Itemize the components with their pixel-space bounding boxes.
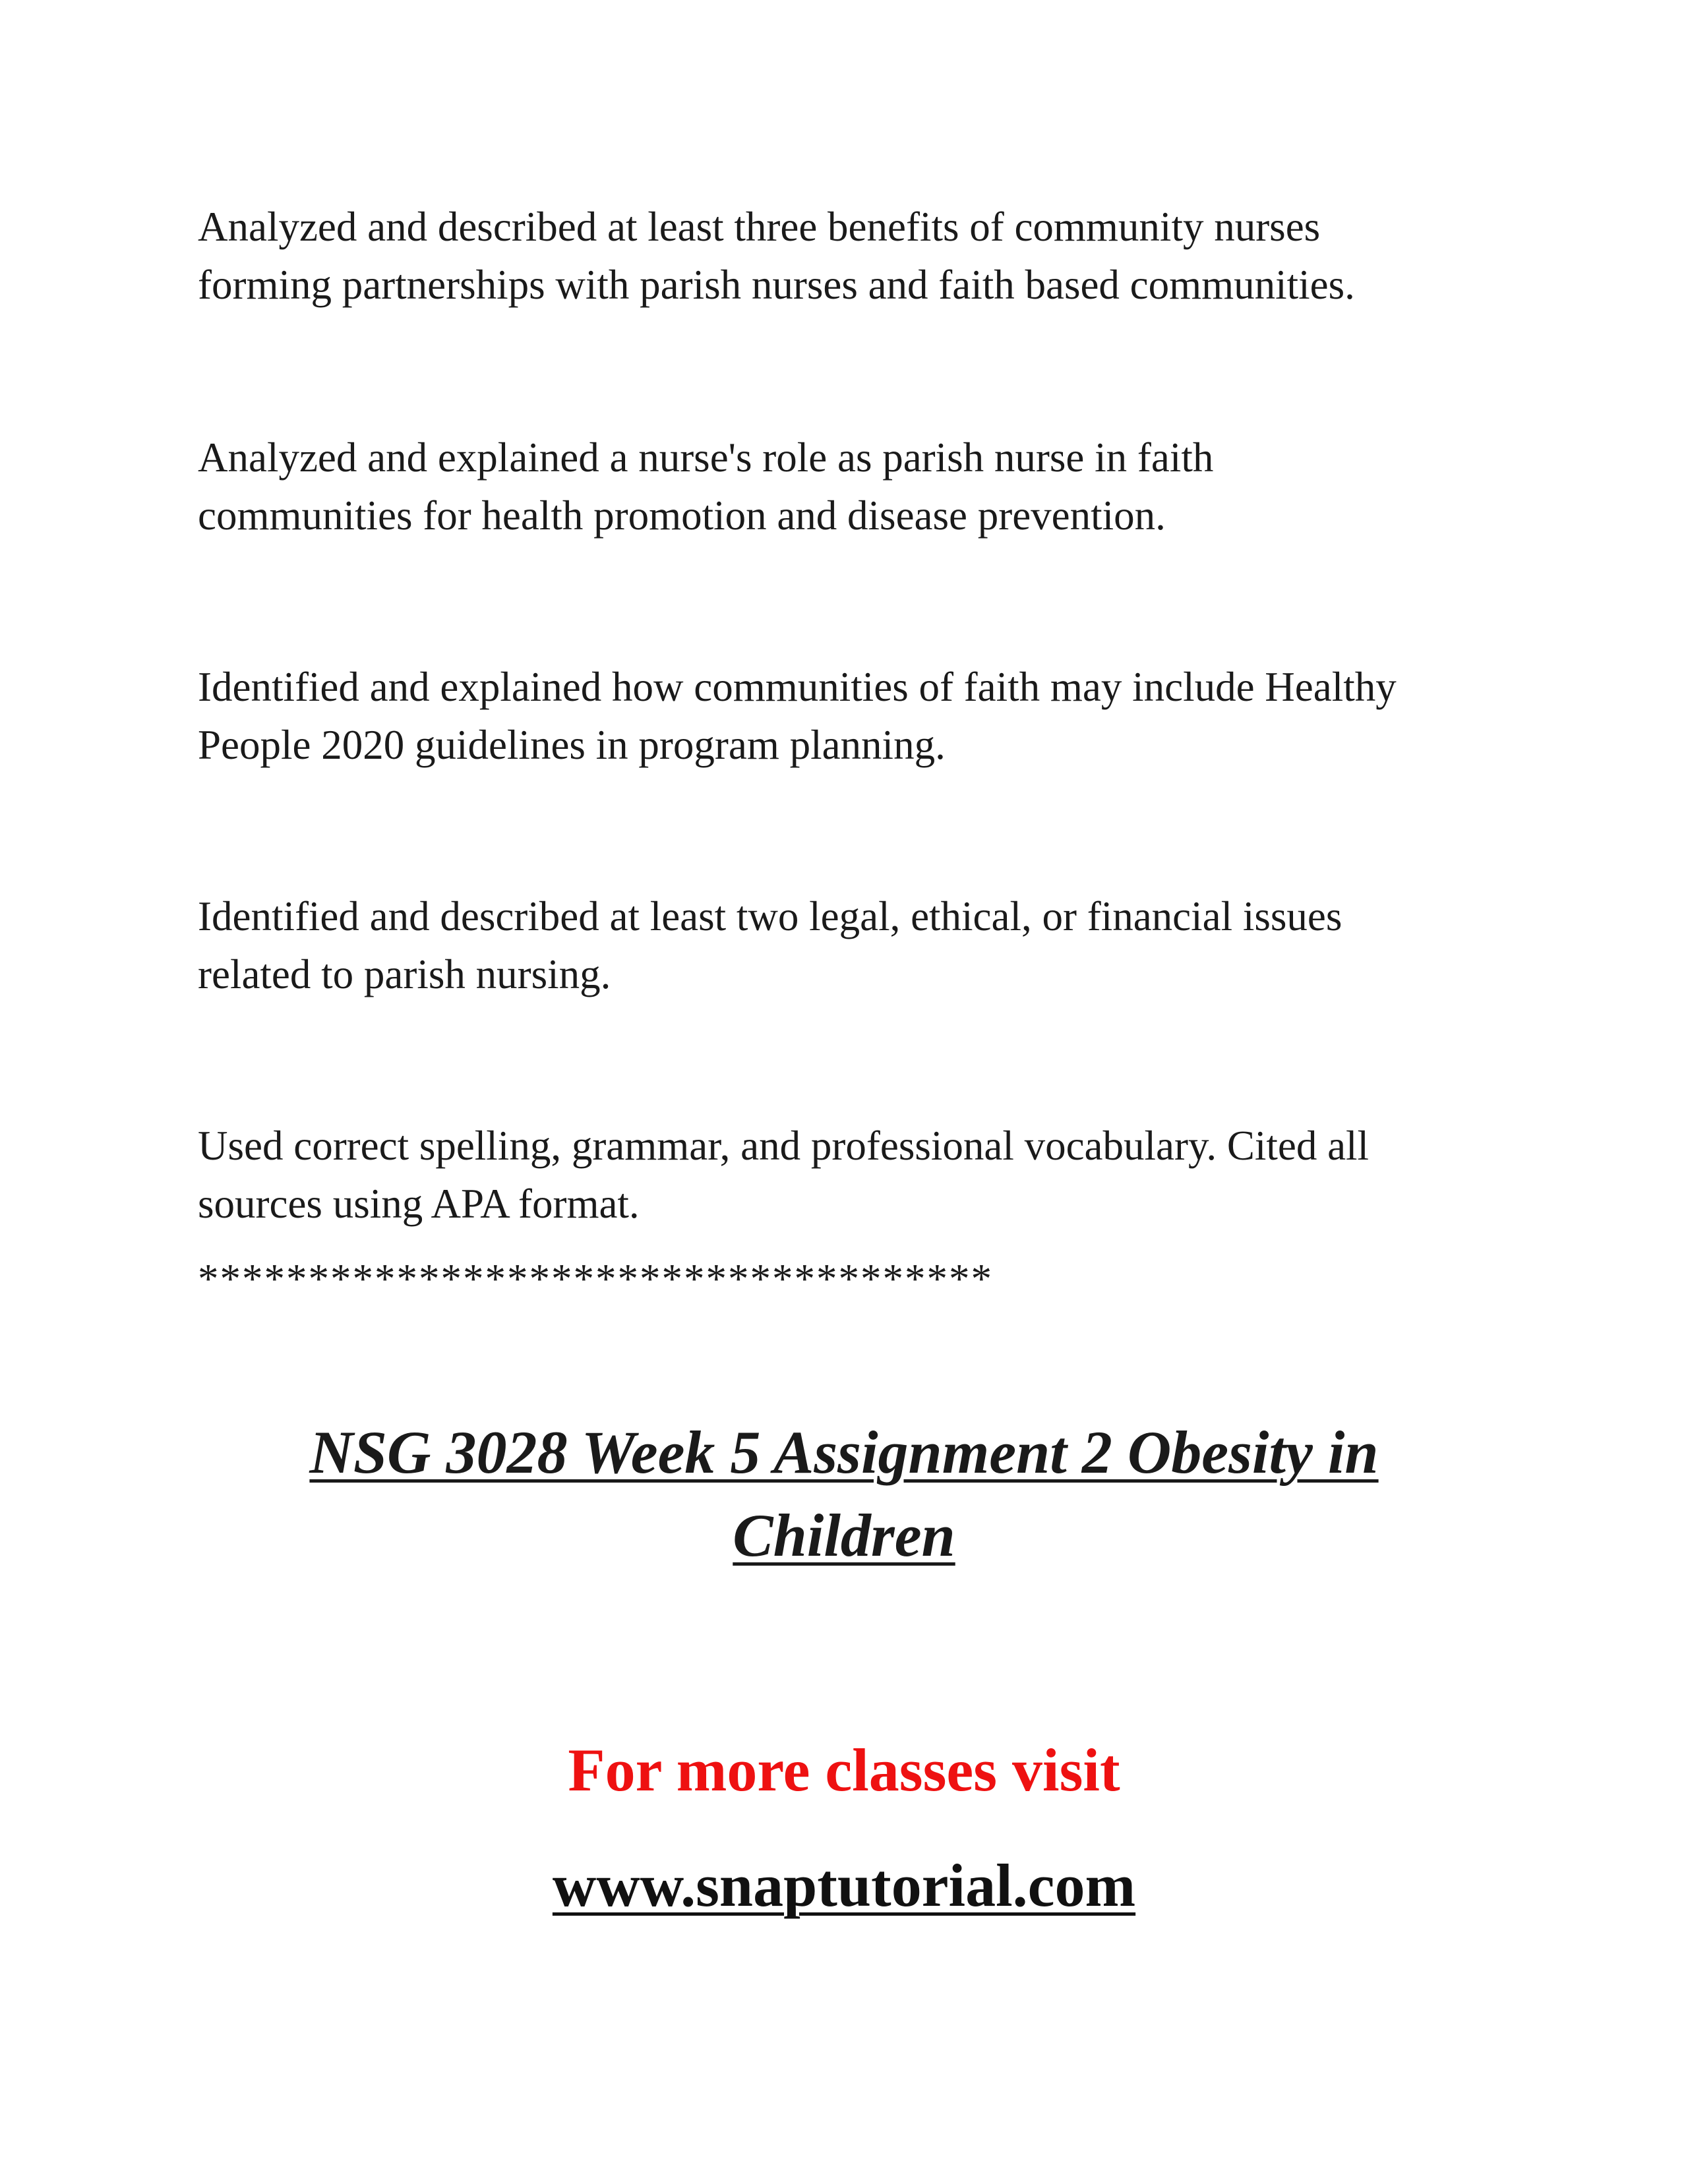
criterion-5-line-1: Used correct spelling, grammar, and professional vocabulary. Cited all (198, 1123, 1370, 1169)
criterion-1-line-1: Analyzed and described at least three benefits of community nurses (198, 204, 1321, 250)
criterion-2-line-1: Analyzed and explained a nurse's role as parish nurse in faith (198, 434, 1214, 481)
criterion-paragraph-4 (198, 887, 1517, 1003)
criterion-4-line-2: related to parish nursing. (198, 951, 611, 997)
criterion-1-line-2: forming partnerships with parish nurses and faith based communities. (198, 262, 1355, 308)
criterion-paragraph-5 (198, 1117, 1517, 1233)
assignment-title-line-2: Children (733, 1502, 955, 1569)
criterion-paragraph-3 (198, 658, 1517, 774)
assignment-title-line-1: NSG 3028 Week 5 Assignment 2 Obesity in (309, 1419, 1379, 1486)
criterion-2-line-2: communities for health promotion and disease prevention. (198, 492, 1166, 539)
criterion-3-line-2: People 2020 guidelines in program planning. (198, 722, 946, 768)
criterion-paragraph-2 (198, 428, 1517, 545)
criterion-4-line-1: Identified and described at least two legal, ethical, or financial issues (198, 893, 1342, 939)
criterion-paragraph-1 (198, 198, 1517, 314)
promo-link-row (0, 1849, 1688, 1922)
assignment-title (0, 1411, 1688, 1577)
promo-text: For more classes visit (568, 1736, 1120, 1804)
criterion-5-line-2: sources using APA format. (198, 1181, 640, 1227)
criterion-3-line-1: Identified and explained how communities of faith may include Healthy (198, 664, 1397, 710)
separator-stars: ************************************ (198, 1256, 993, 1302)
promo-website-link[interactable]: www.snaptutorial.com (552, 1852, 1136, 1919)
